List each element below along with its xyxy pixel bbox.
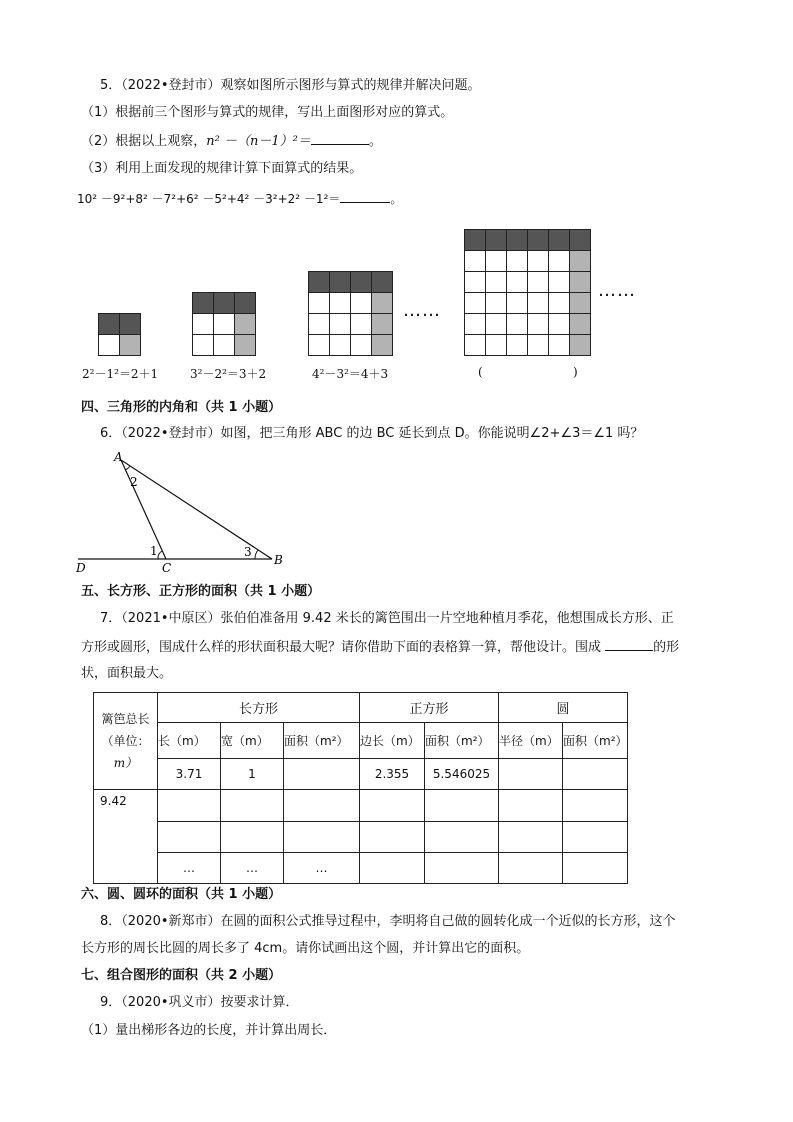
table-cell	[360, 790, 425, 822]
label-angle-2: 2	[130, 475, 138, 489]
section-heading-4: 四、三角形的内角和（共 1 小题）	[81, 400, 282, 415]
q7-line-2	[81, 638, 679, 657]
grid-cell	[570, 272, 591, 293]
grid-cell	[507, 335, 528, 356]
grid-cell	[465, 335, 486, 356]
col-length: 长（m）	[158, 723, 221, 759]
col-circle-area: 面积（m²）	[563, 723, 628, 759]
grid-figure-2x2	[98, 313, 143, 357]
triangle-figure	[70, 448, 300, 573]
q6-text: 6．（2022•登封市）如图，把三角形 ABC 的边 BC 延长到点 D。你能说明∠2+∠3＝∠1 吗？	[100, 426, 644, 441]
grid-cell	[549, 314, 570, 335]
table-cell	[360, 853, 425, 884]
answer-blank	[340, 190, 390, 203]
grid-cell	[549, 251, 570, 272]
table-cell	[425, 853, 499, 884]
label-angle-3: 3	[244, 545, 252, 559]
total-length-value: 9.42	[94, 790, 158, 884]
grid-cell	[549, 272, 570, 293]
table-cell	[499, 853, 563, 884]
section-heading-6: 六、圆、圆环的面积（共 1 小题）	[81, 887, 282, 902]
q7-line-2a: 方形或圆形，围成什么样的形状面积最大呢？请你借助下面的表格算一算，帮他设计。围成	[81, 640, 602, 655]
angle-3-arc	[255, 550, 258, 559]
grid-cell	[486, 251, 507, 272]
angle-1-arc	[158, 551, 162, 559]
label-d: D	[76, 561, 86, 573]
grid-cell	[507, 293, 528, 314]
grid-cell	[507, 230, 528, 251]
table-cell	[158, 790, 221, 822]
grid-cell	[570, 251, 591, 272]
header-line: 篱笆总长	[101, 712, 150, 726]
table-cell: …	[284, 853, 360, 884]
grid-cell	[465, 230, 486, 251]
col-square-area: 面积（m²）	[425, 723, 499, 759]
col-width: 宽（m）	[221, 723, 284, 759]
grid-cell	[528, 335, 549, 356]
grid-cell	[507, 314, 528, 335]
table-cell: …	[221, 853, 284, 884]
grid-cell	[528, 251, 549, 272]
grid-cell	[570, 335, 591, 356]
ellipsis: ……	[403, 300, 441, 321]
table-cell	[499, 790, 563, 822]
grid-cell	[528, 230, 549, 251]
q5-part3: （3）利用上面发现的规律计算下面算式的结果。	[81, 161, 363, 176]
grid-cell	[486, 272, 507, 293]
grid-cell	[465, 293, 486, 314]
table-cell	[425, 822, 499, 853]
grid-cell	[570, 314, 591, 335]
col-rect-area: 面积（m²）	[284, 723, 360, 759]
label-b: B	[274, 553, 283, 567]
table-cell: 1	[221, 759, 284, 790]
table-cell	[158, 822, 221, 853]
table-cell: 5.546025	[425, 759, 499, 790]
grid-cell	[528, 272, 549, 293]
grid-cell	[549, 335, 570, 356]
q5-expression	[77, 190, 402, 208]
section-heading-7: 七、组合图形的面积（共 2 小题）	[81, 968, 282, 983]
table-cell	[563, 790, 628, 822]
caption-figure-2: 3²－2²＝3＋2	[190, 367, 267, 381]
table-cell	[284, 790, 360, 822]
q5-part2-end: 。	[368, 134, 382, 149]
table-cell: …	[158, 853, 221, 884]
angle-2-arc	[125, 466, 130, 470]
label-c: C	[162, 561, 172, 573]
table-cell	[563, 759, 628, 790]
answer-blank	[605, 638, 653, 651]
circle-header: 圆	[499, 693, 628, 723]
table-cell	[499, 759, 563, 790]
grid-figure-4x4	[308, 271, 396, 358]
header-line: （单位：	[101, 734, 150, 748]
header-line: m）	[113, 756, 138, 770]
grid-cell	[507, 272, 528, 293]
q5-title: 5．（2022•登封市）观察如图所示图形与算式的规律并解决问题。	[100, 78, 481, 93]
table-cell: 2.355	[360, 759, 425, 790]
grid-cell	[486, 230, 507, 251]
table-cell	[360, 822, 425, 853]
grid-cell	[486, 293, 507, 314]
grid-cell	[528, 293, 549, 314]
q7-line-2b: 的形	[653, 640, 680, 655]
total-length-header	[94, 693, 158, 790]
square-header: 正方形	[360, 693, 499, 723]
grid-cell	[549, 230, 570, 251]
q5-part1: （1）根据前三个图形与算式的规律，写出上面图形对应的算式。	[81, 105, 454, 120]
q9-line-1: 9．（2020•巩义市）按要求计算．	[100, 995, 299, 1010]
table-cell	[284, 759, 360, 790]
caption-paren-open: (	[478, 365, 483, 379]
grid-cell	[486, 335, 507, 356]
table-cell	[221, 790, 284, 822]
table-cell	[499, 822, 563, 853]
label-a: A	[114, 450, 123, 464]
q5-part2	[81, 132, 382, 151]
q9-line-2: （1）量出梯形各边的长度，并计算出周长．	[81, 1023, 337, 1038]
grid-cell	[465, 251, 486, 272]
grid-figure-6x6	[464, 229, 593, 357]
table-cell	[563, 822, 628, 853]
section-heading-5: 五、长方形、正方形的面积（共 1 小题）	[81, 584, 321, 599]
table-cell: 3.71	[158, 759, 221, 790]
grid-cell	[570, 230, 591, 251]
fence-table	[93, 692, 628, 884]
table-cell	[284, 822, 360, 853]
q5-part2-lead: （2）根据以上观察，	[81, 134, 207, 149]
grid-cell	[570, 293, 591, 314]
caption-paren-close: )	[573, 365, 578, 379]
grid-cell	[549, 293, 570, 314]
grid-cell	[465, 272, 486, 293]
grid-cell	[507, 251, 528, 272]
q5-expression-text: 10² －9²+8² －7²+6² －5²+4² －3²+2² －1²＝	[77, 192, 341, 206]
answer-blank	[311, 132, 369, 145]
grid-cell	[486, 314, 507, 335]
caption-figure-3: 4²－3²＝4＋3	[312, 367, 389, 381]
table-cell	[221, 822, 284, 853]
rectangle-header: 长方形	[158, 693, 360, 723]
col-side: 边长（m）	[360, 723, 425, 759]
q7-line-1: 7．（2021•中原区）张伯伯准备用 9.42 米长的篱笆围出一片空地种植月季花，他想围成长方形、正	[100, 611, 674, 626]
grid-figure-3x3	[192, 292, 259, 358]
grid-cell	[465, 314, 486, 335]
q8-line-2: 长方形的周长比圆的周长多了 4cm。请你试画出这个圆，并计算出它的面积。	[81, 941, 530, 956]
label-angle-1: 1	[150, 544, 158, 558]
q5-part2-expr: n² －（n－1）²＝	[206, 134, 311, 149]
q7-line-3: 状，面积最大。	[81, 666, 173, 681]
table-cell	[425, 790, 499, 822]
table-cell	[563, 853, 628, 884]
q8-line-1: 8．（2020•新郑市）在圆的面积公式推导过程中，李明将自己做的圆转化成一个近似的长方形，这个	[100, 914, 676, 929]
col-radius: 半径（m）	[499, 723, 563, 759]
grid-cell	[528, 314, 549, 335]
ellipsis: ……	[598, 280, 636, 301]
q5-expression-end: 。	[390, 192, 403, 206]
caption-figure-1: 2²－1²＝2＋1	[82, 367, 159, 381]
